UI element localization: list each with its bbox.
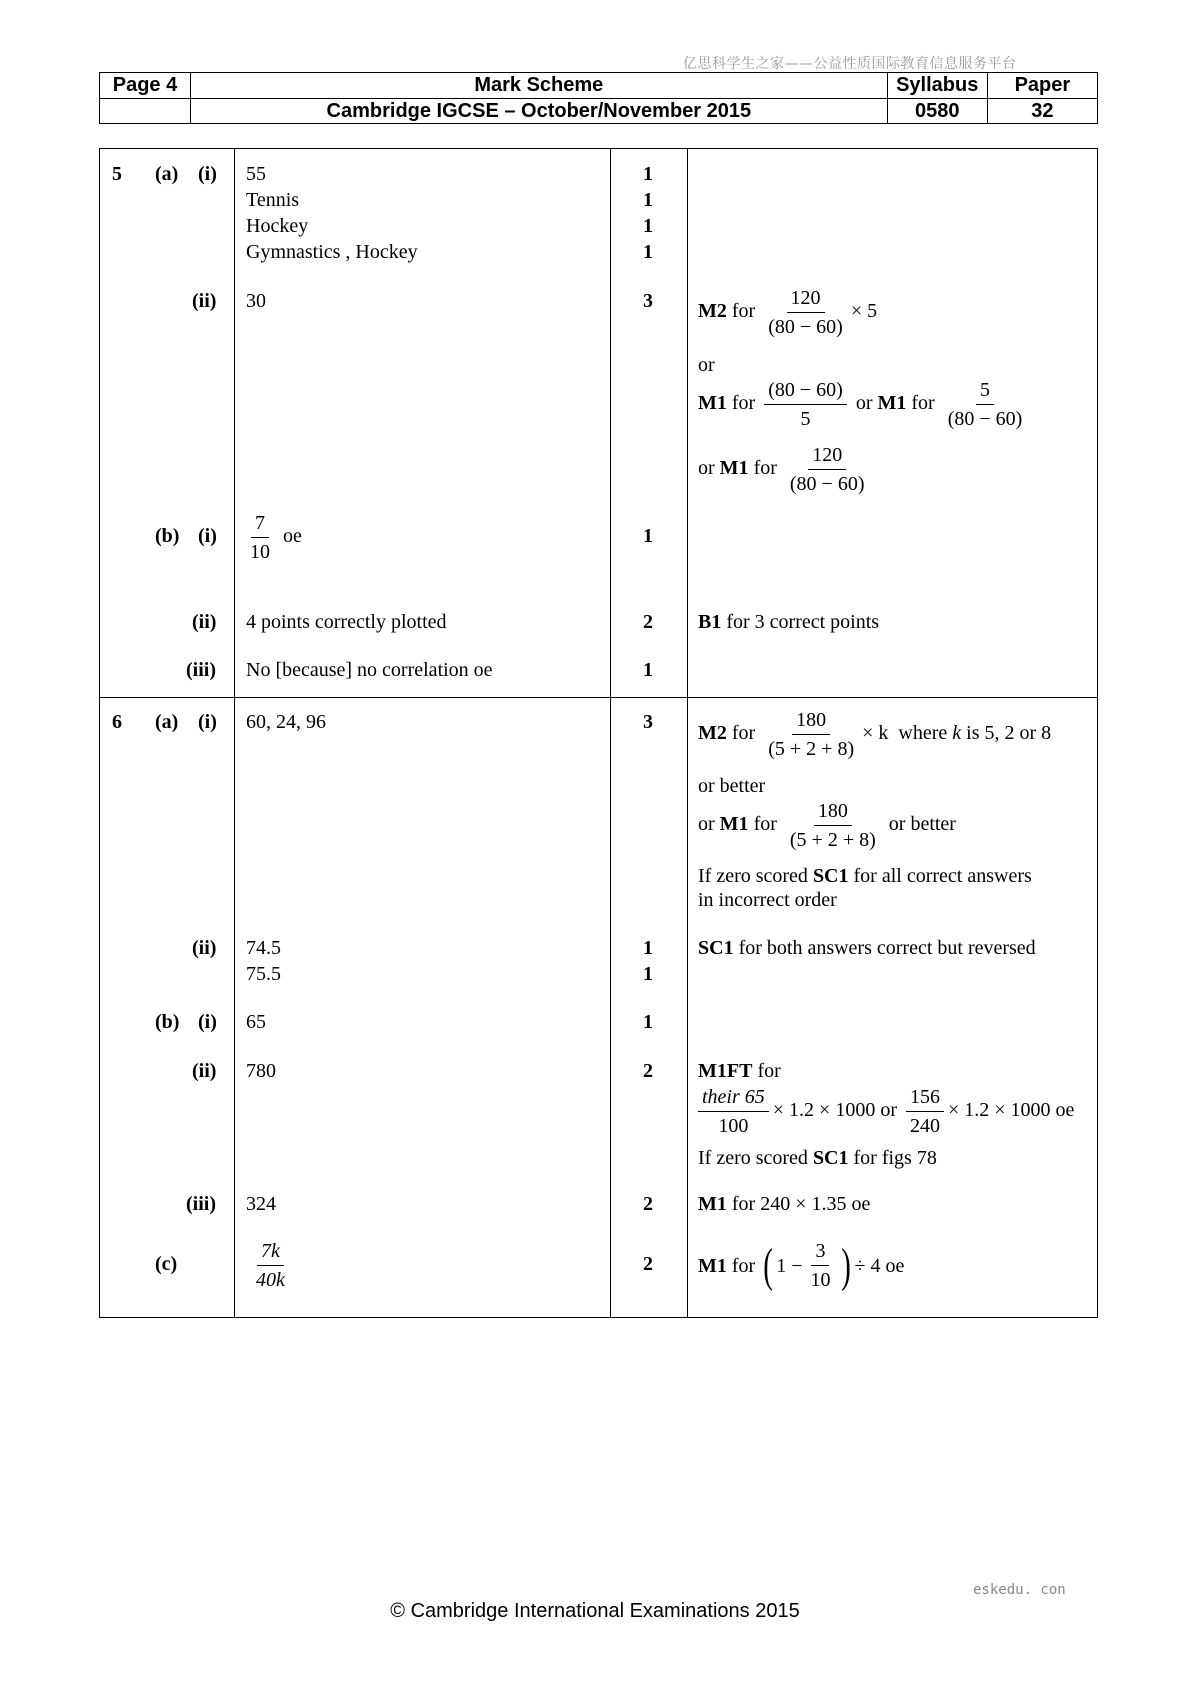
q5-ai-answer-2: Tennis	[246, 189, 300, 211]
q5-biii-answer: No [because] no correlation oe	[246, 659, 493, 681]
paper-value: 32	[987, 98, 1097, 124]
q5-aii-note-m1b: or M1 for $\frac{120}{(80 - 60)}$	[698, 441, 873, 498]
q6-ai-note-sc1b: in incorrect order	[698, 889, 837, 911]
q5-part-b: (b)	[155, 525, 180, 547]
q6-c-note: M1 for ( 1 − $\frac{3}{10}$ ) ÷ 4 oe	[698, 1238, 905, 1292]
q6-ai-note-m1: or M1 for $\frac{180}{(5 + 2 + 8)}$ or better	[698, 797, 956, 854]
q5-bi-answer: $\frac{7}{10}$ oe	[242, 509, 302, 566]
q5-aii-note-or: or	[698, 354, 715, 376]
q5-bii-mark: 2	[643, 611, 653, 633]
q5-aii-answer: 30	[246, 290, 266, 312]
q5-b-ii: (ii)	[192, 611, 217, 633]
q6-a-i: (i)	[198, 711, 217, 733]
watermark: 亿思科学生之家——公益性质国际教育信息服务平台	[683, 56, 1017, 72]
q6-bii-note-m1ft: M1FT for	[698, 1060, 781, 1082]
q6-biii-note: M1 for 240 × 1.35 oe	[698, 1193, 871, 1215]
q6-number: 6	[112, 711, 122, 733]
q5-ai-mark-3: 1	[643, 215, 653, 237]
q5-ai-mark-4: 1	[643, 241, 653, 263]
q6-ai-mark: 3	[643, 711, 653, 733]
q5-a-ii: (ii)	[192, 290, 217, 312]
q6-part-a: (a)	[155, 711, 179, 733]
q5-a-i: (i)	[198, 163, 217, 185]
site-watermark: eskedu. con	[973, 1582, 1066, 1598]
q6-bii-note-expr: $\frac{\text{their 65}}{100}$ × 1.2 × 1000 or $\frac{156}{240}$ × 1.2 × 1000 oe	[694, 1083, 1074, 1140]
q6-biii-answer: 324	[246, 1193, 276, 1215]
q6-ai-note-orbetter: or better	[698, 775, 766, 797]
q5-ai-mark-1: 1	[643, 163, 653, 185]
q6-ai-answer: 60, 24, 96	[246, 711, 326, 733]
paper-label: Paper	[987, 73, 1097, 99]
q5-ai-mark-2: 1	[643, 189, 653, 211]
q5-biii-mark: 1	[643, 659, 653, 681]
q6-aii-mark-2: 1	[643, 963, 653, 985]
q6-c-mark: 2	[643, 1253, 653, 1275]
q5-b-iii: (iii)	[186, 659, 216, 681]
header-title: Mark Scheme	[191, 73, 888, 99]
q6-b-i: (i)	[198, 1011, 217, 1033]
syllabus-value: 0580	[887, 98, 987, 124]
q6-ai-note-sc1: If zero scored SC1 for all correct answers	[698, 865, 1032, 887]
q6-b-ii: (ii)	[192, 1060, 217, 1082]
q5-aii-note-m2: M2 for $\frac{120}{(80 - 60)}$ × 5	[698, 284, 877, 341]
syllabus-label: Syllabus	[887, 73, 987, 99]
q6-bii-note-sc1: If zero scored SC1 for figs 78	[698, 1147, 937, 1169]
q6-bi-answer: 65	[246, 1011, 266, 1033]
q5-number: 5	[112, 163, 122, 185]
q5-aii-mark: 3	[643, 290, 653, 312]
q6-aii-answer-1: 74.5	[246, 937, 281, 959]
q6-a-ii: (ii)	[192, 937, 217, 959]
q5-ai-answer-4: Gymnastics , Hockey	[246, 241, 418, 263]
q6-bii-answer: 780	[246, 1060, 276, 1082]
q6-aii-answer-2: 75.5	[246, 963, 281, 985]
q6-aii-note: SC1 for both answers correct but reversed	[698, 937, 1036, 959]
q5-b-i: (i)	[198, 525, 217, 547]
q5-ai-answer-1: 55	[246, 163, 266, 185]
q6-c-answer: $\frac{7k}{40k}$	[248, 1237, 293, 1294]
q6-part-c: (c)	[155, 1253, 178, 1275]
footer-copyright: © Cambridge International Examinations 2015	[390, 1600, 800, 1622]
mark-scheme-table	[99, 148, 1098, 1318]
header-table	[99, 72, 1098, 124]
q5-bii-note: B1 for 3 correct points	[698, 611, 880, 633]
q5-bii-answer: 4 points correctly plotted	[246, 611, 447, 633]
q6-part-b: (b)	[155, 1011, 180, 1033]
header-blank	[100, 98, 191, 124]
header-subtitle: Cambridge IGCSE – October/November 2015	[191, 98, 888, 124]
q6-bi-mark: 1	[643, 1011, 653, 1033]
q5-part-a: (a)	[155, 163, 179, 185]
page-label: Page 4	[100, 73, 191, 99]
q6-biii-mark: 2	[643, 1193, 653, 1215]
q5-ai-answer-3: Hockey	[246, 215, 309, 237]
q5-bi-mark: 1	[643, 525, 653, 547]
q6-bii-mark: 2	[643, 1060, 653, 1082]
q6-aii-mark-1: 1	[643, 937, 653, 959]
q5-aii-note-m1: M1 for $\frac{(80 - 60)}{5}$ or M1 for $\frac{5}{(80 - 60)}$	[698, 376, 1030, 433]
q6-b-iii: (iii)	[186, 1193, 216, 1215]
q6-ai-note-m2: M2 for $\frac{180}{(5 + 2 + 8)}$ × k where k is 5, 2 or 8	[698, 706, 1051, 763]
